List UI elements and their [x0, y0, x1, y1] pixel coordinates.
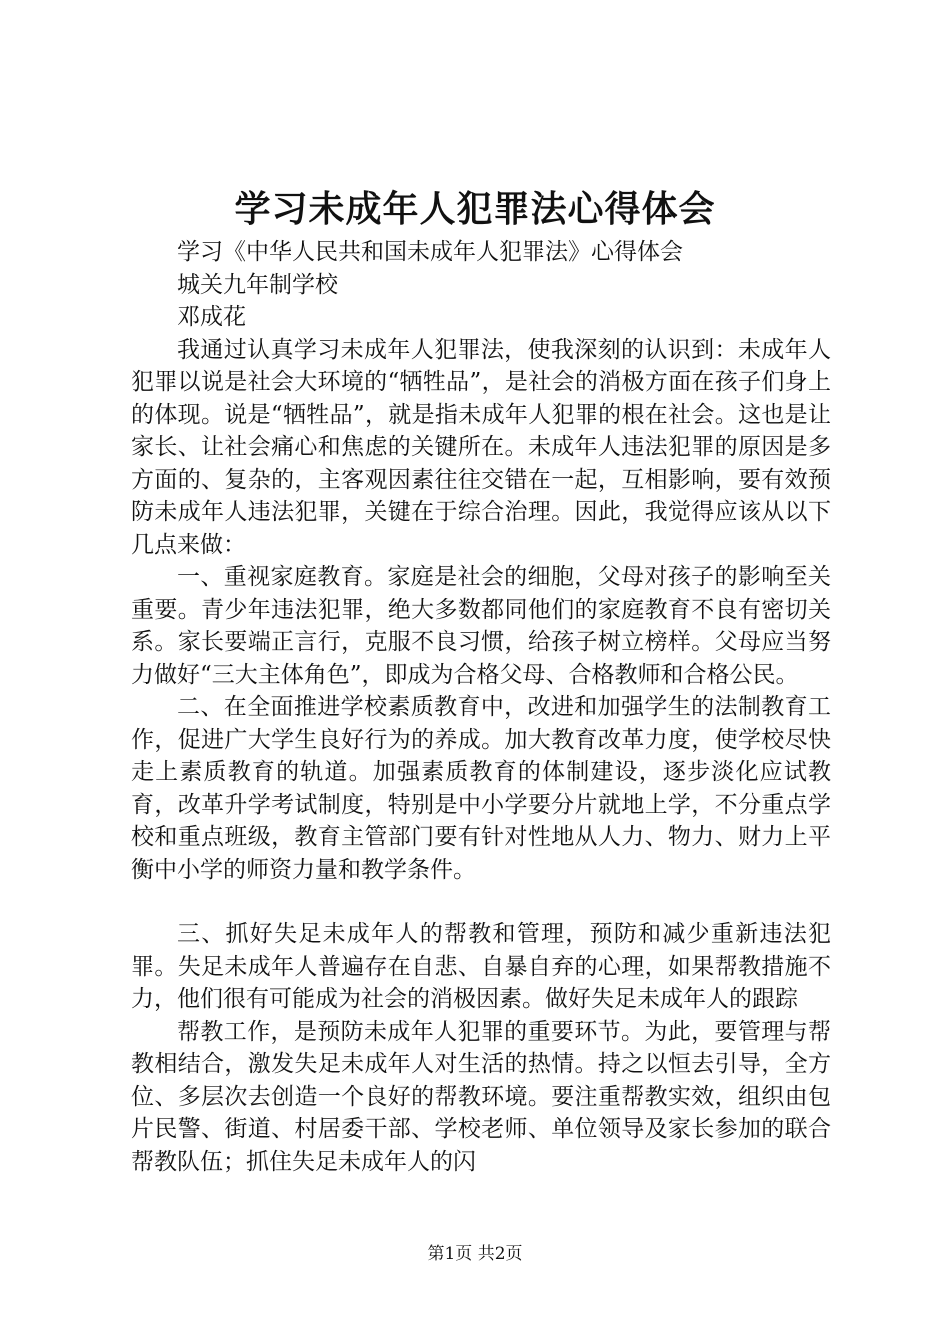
- author-name-paragraph: 邓成花: [177, 304, 246, 330]
- continuation-paragraph: 帮教工作，是预防未成年人犯罪的重要环节。为此，要管理与帮教相结合，激发失足未成年人对生活的热情。持之以恒去引导，全方位、多层次去创造一个良好的帮教环境。要注重帮教实效，组织由包片民警、街道、村居委干部、学校老师、单位领导及家长参加的联合帮教队伍；抓住失足未成年人的闪: [131, 1018, 831, 1175]
- intro-paragraph: 我通过认真学习未成年人犯罪法，使我深刻的认识到：未成年人犯罪以说是社会大环境的“牺牲品”，是社会的消极方面在孩子们身上的体现。说是“牺牲品”，就是指未成年人犯罪的根在社会。这也是让家长、让社会痛心和焦虑的关键所在。未成年人违法犯罪的原因是多方面的、复杂的，主客观因素往往交错在一起，互相影响，要有效预防未成年人违法犯罪，关键在于综合治理。因此，我觉得应该从以下几点来做：: [131, 336, 831, 558]
- point-three-paragraph: 三、抓好失足未成年人的帮教和管理，预防和减少重新违法犯罪。失足未成年人普遍存在自悲、自暴自弃的心理，如果帮教措施不力，他们很有可能成为社会的消极因素。做好失足未成年人的跟踪: [131, 921, 831, 1012]
- school-name-paragraph: 城关九年制学校: [177, 271, 338, 298]
- point-one-paragraph: 一、重视家庭教育。家庭是社会的细胞，父母对孩子的影响至关重要。青少年违法犯罪，绝大多数都同他们的家庭教育不良有密切关系。家长要端正言行，克服不良习惯，给孩子树立榜样。父母应当努力做好“三大主体角色”，即成为合格父母、合格教师和合格公民。: [131, 564, 831, 688]
- point-two-paragraph: 二、在全面推进学校素质教育中，改进和加强学生的法制教育工作，促进广大学生良好行为的养成。加大教育改革力度，使学校尽快走上素质教育的轨道。加强素质教育的体制建设，逐步淡化应试教育，改革升学考试制度，特别是中小学要分片就地上学，不分重点学校和重点班级，教育主管部门要有针对性地从人力、物力、财力上平衡中小学的师资力量和教学条件。: [131, 694, 831, 883]
- subtitle-paragraph: 学习《中华人民共和国未成年人犯罪法》心得体会: [177, 239, 683, 265]
- document-body: [131, 236, 831, 1178]
- document-title: 学习未成年人犯罪法心得体会: [234, 189, 716, 230]
- page-number-footer: 第1页 共2页: [427, 1244, 523, 1264]
